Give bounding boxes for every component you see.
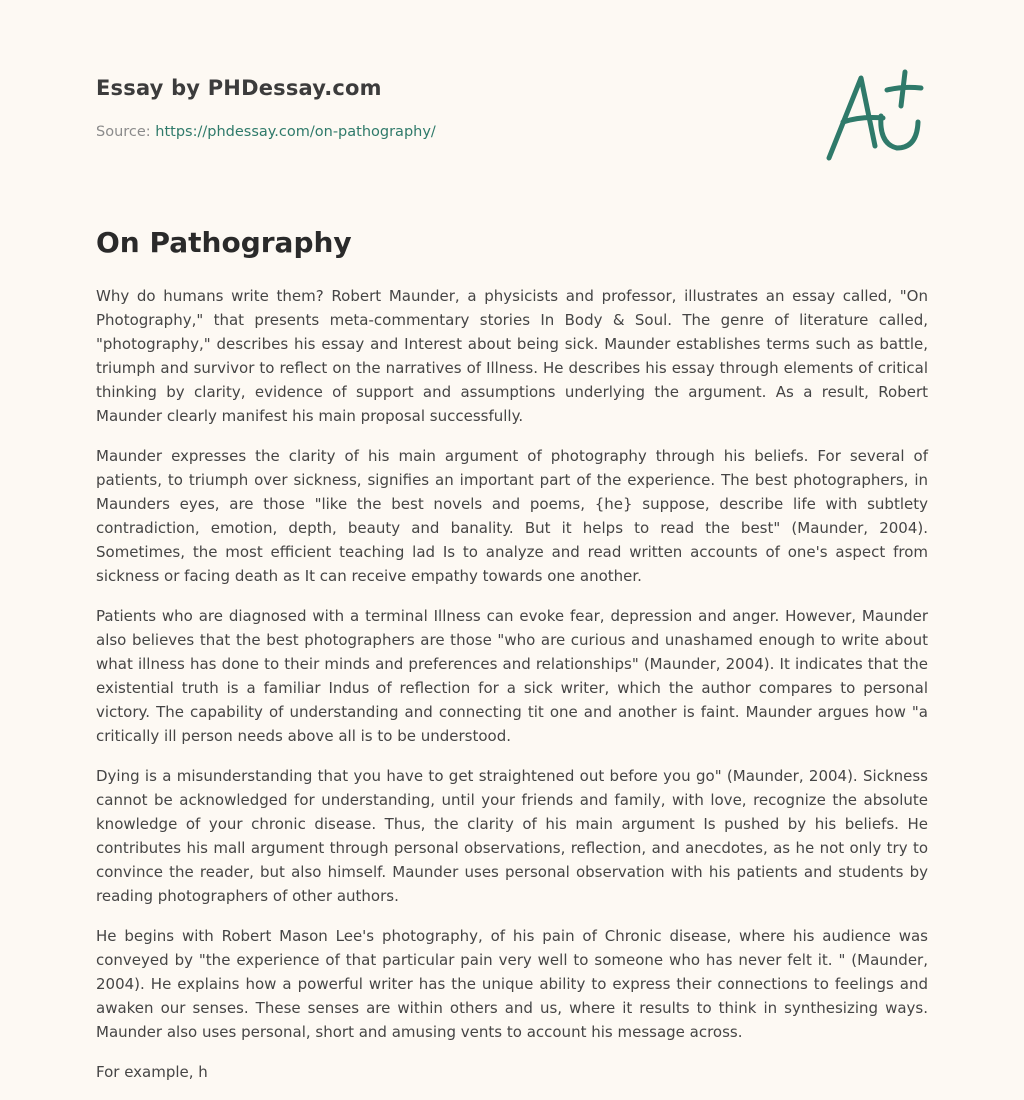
source-link[interactable]: https://phdessay.com/on-pathography/: [155, 124, 436, 140]
site-title: Essay by PHDessay.com: [96, 76, 382, 100]
essay-paragraph: He begins with Robert Mason Lee's photography, of his pain of Chronic disease, where his audience was conveyed by "the experience of that particular pain very well to someone who has never felt it. " (Maunder, 2004). He explains how a powerful writer has the unique ability to express their connections to feelings and awaken our senses. These senses are within others and us, where it results to think in synthesizing ways. Maunder also uses personal, short and amusing vents to account his message across.: [96, 927, 928, 1041]
essay-paragraph: Maunder expresses the clarity of his main argument of photography through his beliefs. For several of patients, to triumph over sickness, signifies an important part of the experience. The best photographers, in Maunders eyes, are those "like the best novels and poems, {he} suppose, describe life with subtlety contradiction, emotion, depth, beauty and banality. But it helps to read the best" (Maunder, 2004). Sometimes, the most efficient teaching lad Is to analyze and read written accounts of one's aspect from sickness or facing death as It can receive empathy towards one another.: [96, 447, 928, 585]
essay-paragraph: Patients who are diagnosed with a terminal Illness can evoke fear, depression and anger. However, Maunder also believes that the best photographers are those "who are curious and unashamed enough to write about what illness has done to their minds and preferences and relationships" (Maunder, 2004). It indicates that the existential truth is a familiar Indus of reflection for a sick writer, which the author compares to personal victory. The capability of understanding and connecting tit one and another is faint. Maunder argues how "a critically ill person needs above all is to be understood.: [96, 607, 928, 745]
source-label: Source:: [96, 124, 151, 140]
essay-paragraph: Dying is a misunderstanding that you have to get straightened out before you go" (Maunder, 2004). Sickness cannot be acknowledged for understanding, until your friends and family, with love, recognize the absolute knowledge of your chronic disease. Thus, the clarity of his main argument Is pushed by his beliefs. He contributes his mall argument through personal observations, reflection, and anecdotes, as he not only try to convince the reader, but also himself. Maunder uses personal observation with his patients and students by reading photographers of other authors.: [96, 767, 928, 905]
source-line: [96, 124, 436, 140]
a-plus-grade-logo-icon: [821, 64, 927, 170]
essay-body: [96, 284, 928, 1100]
essay-title: On Pathography: [96, 226, 352, 259]
essay-paragraph: Why do humans write them? Robert Maunder, a physicists and professor, illustrates an essay called, "On Photography," that presents meta-commentary stories In Body & Soul. The genre of literature called, "photography," describes his essay and Interest about being sick. Maunder establishes terms such as battle, triumph and survivor to reflect on the narratives of Illness. He describes his essay through elements of critical thinking by clarity, evidence of support and assumptions underlying the argument. As a result, Robert Maunder clearly manifest his main proposal successfully.: [96, 287, 928, 425]
essay-paragraph: For example, h: [96, 1063, 208, 1081]
